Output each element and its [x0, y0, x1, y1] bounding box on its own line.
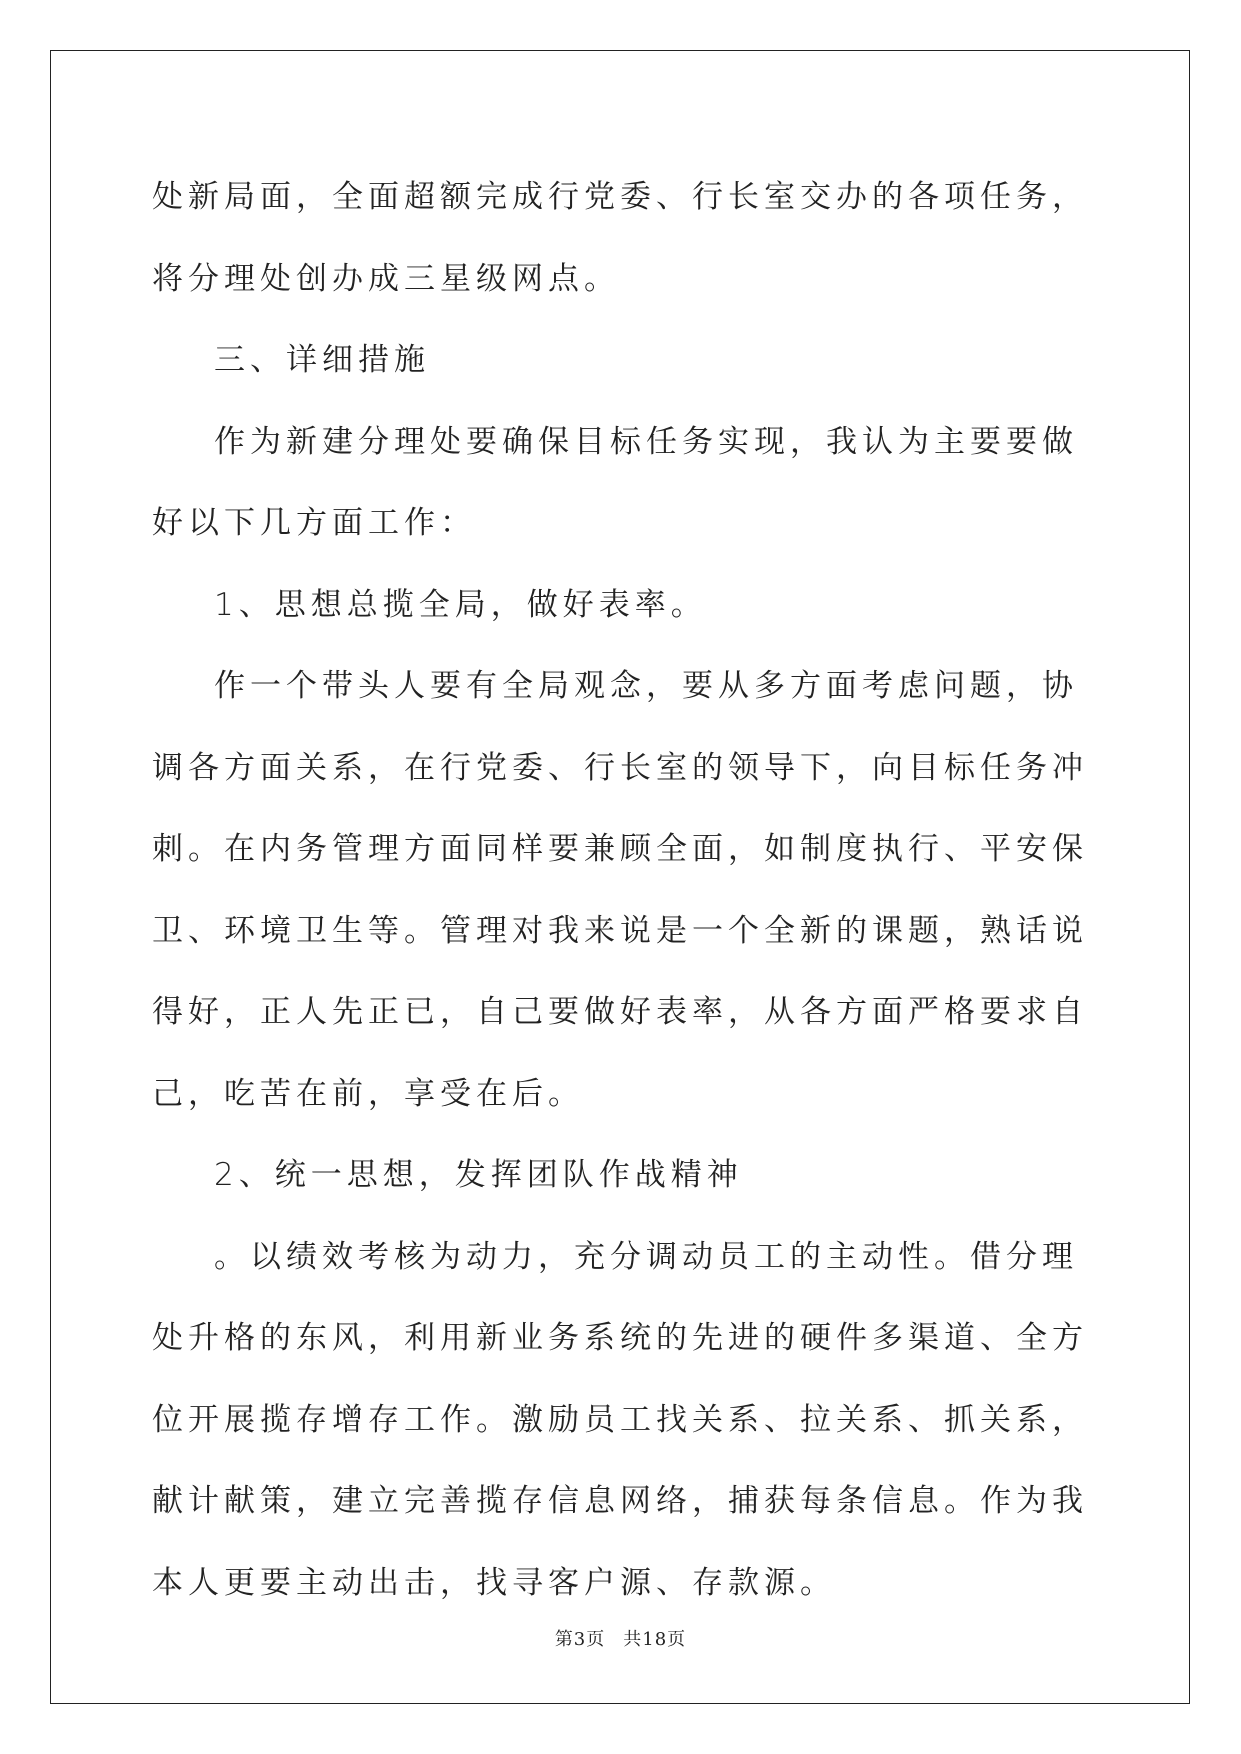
page-number: 第3页 [554, 1629, 606, 1650]
subheading-2: 2、统一思想，发挥团队作战精神 [214, 1157, 743, 1193]
paragraph-teamwork: 。以绩效考核为动力，充分调动员工的主动性。借分理处升格的东风，利用新业务系统的先进的硬件多渠道、全方位开展揽存增存工作。激励员工找关系、拉关系、抓关系，献计献策，建立完善揽存信息网络，捕获每条信息。作为我本人更要主动出击，找寻客户源、存款源。 [152, 1238, 1088, 1601]
paragraph-leadership: 作一个带头人要有全局观念，要从多方面考虑问题，协调各方面关系，在行党委、行长室的领导下，向目标任务冲刺。在内务管理方面同样要兼顾全面，如制度执行、平安保卫、环境卫生等。管理对我来说是一个全新的课题，熟话说得好，正人先正已，自己要做好表率，从各方面严格要求自己，吃苦在前，享受在后。 [152, 668, 1088, 1112]
document-body [152, 157, 1092, 1624]
page-total: 共18页 [623, 1629, 687, 1650]
paragraph-intro: 作为新建分理处要确保目标任务实现，我认为主要要做好以下几方面工作： [152, 423, 1078, 541]
section-heading-measures: 三、详细措施 [214, 342, 430, 378]
paragraph-continuation: 处新局面，全面超额完成行党委、行长室交办的各项任务，将分理处创办成三星级网点。 [152, 179, 1088, 297]
subheading-1: 1、思想总揽全局，做好表率。 [214, 586, 707, 623]
page-footer [0, 1625, 1241, 1651]
